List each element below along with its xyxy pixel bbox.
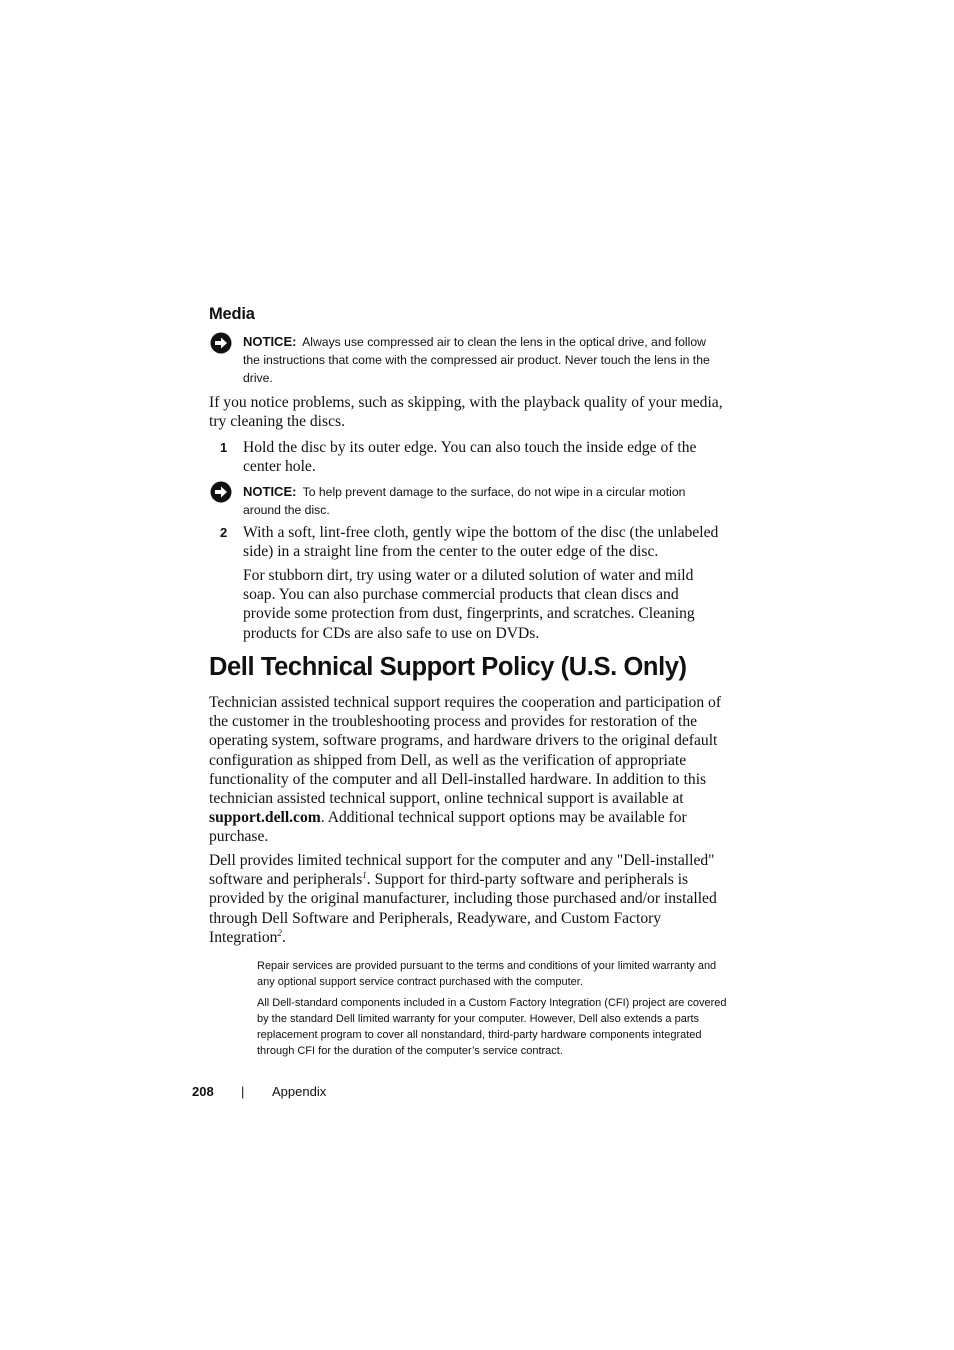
policy-heading: Dell Technical Support Policy (U.S. Only) [209,653,687,681]
media-intro-paragraph: If you notice problems, such as skipping, with the playback quality of your media, try cleaning the discs. [209,394,723,431]
policy-paragraph-1 [209,693,724,847]
footnote-marker: 1 [362,870,367,881]
stubborn-dirt-paragraph: For stubborn dirt, try using water or a diluted solution of water and mild soap. You can also purchase commercial products that clean discs and provide some protection from dust, fingerprints, and scratches. Cleaning products for CDs are also safe to use on DVDs. [243,567,695,642]
step-number: 1 [220,440,228,455]
footer-section: Appendix [272,1084,327,1099]
notice-icon [210,481,232,503]
paragraph-text: Dell provides limited technical support for the computer and any "Dell-installed" software and peripherals [209,852,715,889]
footnote-1: Repair services are provided pursuant to the terms and conditions of your limited warranty and any optional support service contract purchased with the computer. [257,960,717,988]
paragraph-text: Technician assisted technical support requires the cooperation and participation of the customer in the troubleshooting process and provides for restoration of the operating system, software programs, and hardware drivers to the original default configuration as shipped from Dell, as well as the verification of appropriate functionality of the computer and all Dell-installed hardware. In addition to this technician assisted technical support, online technical support is available at [209,694,722,808]
notice-text: Always use compressed air to clean the lens in the optical drive, and follow the instructions that come with the compressed air product. Never touch the lens in the drive. [243,335,710,385]
notice-2 [243,483,723,519]
step-text: With a soft, lint-free cloth, gently wipe the bottom of the disc (the unlabeled side) in a straight line from the center to the outer edge of the disc. [243,524,719,561]
policy-paragraph-2 [209,851,724,947]
notice-icon [210,332,232,354]
paragraph-text: . [281,928,286,946]
page-number: 208 [192,1084,214,1099]
media-heading: Media [209,305,255,323]
notice-label: NOTICE: [243,484,297,499]
footer-separator: | [241,1084,245,1099]
support-link[interactable]: support.dell.com [209,809,321,827]
notice-text: To help prevent damage to the surface, do not wipe in a circular motion around the disc. [243,485,686,517]
notice-1 [243,333,723,387]
notice-label: NOTICE: [243,334,297,349]
paragraph-text: . Additional technical support options may be available for purchase. [209,809,687,846]
step-number: 2 [220,525,228,540]
paragraph-text: . Support for third-party software and peripherals is provided by the original manufacturer, including those purchased and/or installed through Dell Software and Peripherals, Readyware, and Custom Factory Integration [209,871,717,946]
footnote-2: All Dell-standard components included in a Custom Factory Integration (CFI) project are covered by the standard Dell limited warranty for your computer. However, Dell also extends a parts replacement program to cover all nonstandard, third-party hardware components integrated through CFI for the duration of the computer’s service contract. [257,997,727,1057]
footnote-marker: 2 [277,927,282,938]
step-text: Hold the disc by its outer edge. You can also touch the inside edge of the center hole. [243,439,697,476]
